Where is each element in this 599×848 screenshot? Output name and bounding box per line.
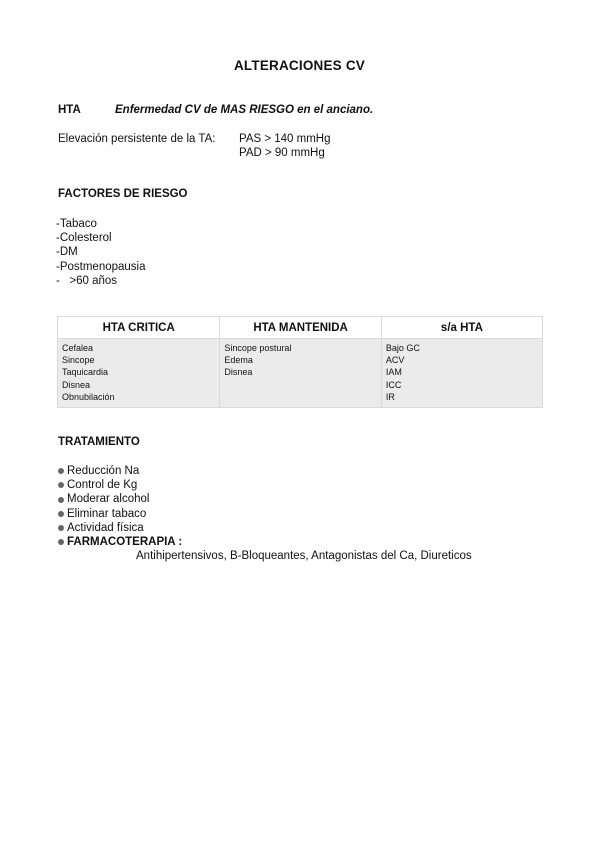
cell-item: Edema — [224, 355, 253, 366]
cell-item: Taquicardia — [62, 367, 109, 378]
elevation-label: Elevación persistente de la TA: — [58, 133, 216, 145]
cell-item: Bajo GC — [385, 343, 420, 353]
list-item — [58, 478, 182, 492]
list-item — [58, 492, 182, 506]
bullet-icon — [58, 539, 64, 545]
cell-item: IR — [385, 391, 395, 402]
farmacoterapia-label: FARMACOTERAPIA : — [67, 536, 183, 549]
table-cell-sa-hta — [381, 339, 542, 408]
column-header-hta-mantenida: HTA MANTENIDA — [220, 317, 381, 339]
bullet-icon — [58, 497, 64, 503]
treatment-list — [58, 464, 182, 549]
list-item — [58, 521, 182, 535]
list-item — [58, 464, 182, 478]
list-item: -Colesterol — [56, 232, 112, 245]
pas-value: PAS > 140 mmHg — [239, 133, 331, 145]
column-header-hta-critica: HTA CRITICA — [58, 317, 220, 339]
table-row — [58, 339, 543, 408]
risk-factors-list — [56, 217, 146, 288]
hta-label: HTA — [58, 104, 81, 116]
table-cell-hta-critica — [58, 339, 220, 408]
list-item: -DM — [56, 246, 78, 259]
page-title: ALTERACIONES CV — [233, 58, 365, 73]
cell-item: Obnubilación — [62, 391, 115, 402]
list-item-label: Reducción Na — [67, 465, 140, 477]
column-header-sa-hta: s/a HTA — [381, 317, 542, 339]
pad-value: PAD > 90 mmHg — [239, 147, 325, 159]
list-item-label: Moderar alcohol — [67, 493, 150, 506]
list-item: - >60 años — [56, 274, 118, 287]
list-item-label: Control de Kg — [67, 479, 138, 492]
list-item-label: Eliminar tabaco — [67, 507, 147, 520]
bullet-icon — [58, 468, 64, 474]
cell-item: IAM — [385, 367, 402, 378]
cell-item: Disnea — [62, 379, 91, 390]
cell-item: Sincope — [62, 355, 95, 366]
farmacoterapia-text: Antihipertensivos, B-Bloqueantes, Antagonistas del Ca, Diureticos — [136, 550, 472, 562]
hta-description: Enfermedad CV de MAS RIESGO en el anciano. — [115, 104, 374, 116]
cell-item: Sincope postural — [224, 343, 292, 353]
bullet-icon — [58, 525, 64, 531]
cell-item: ACV — [385, 355, 405, 366]
cell-item: ICC — [385, 379, 402, 390]
list-item-label: Actividad física — [67, 521, 144, 534]
risk-factors-heading: FACTORES DE RIESGO — [58, 188, 188, 200]
list-item — [58, 535, 182, 549]
cell-item: Cefalea — [62, 343, 94, 353]
table-cell-hta-mantenida — [220, 339, 381, 408]
list-item: -Tabaco — [56, 218, 97, 230]
cell-item: Disnea — [224, 367, 253, 378]
list-item: -Postmenopausia — [56, 260, 146, 273]
treatment-heading: TRATAMIENTO — [58, 436, 140, 448]
bullet-icon — [58, 482, 64, 488]
list-item — [58, 507, 182, 521]
hta-table — [57, 316, 543, 408]
bullet-icon — [58, 511, 64, 517]
table-header-row — [58, 317, 543, 339]
